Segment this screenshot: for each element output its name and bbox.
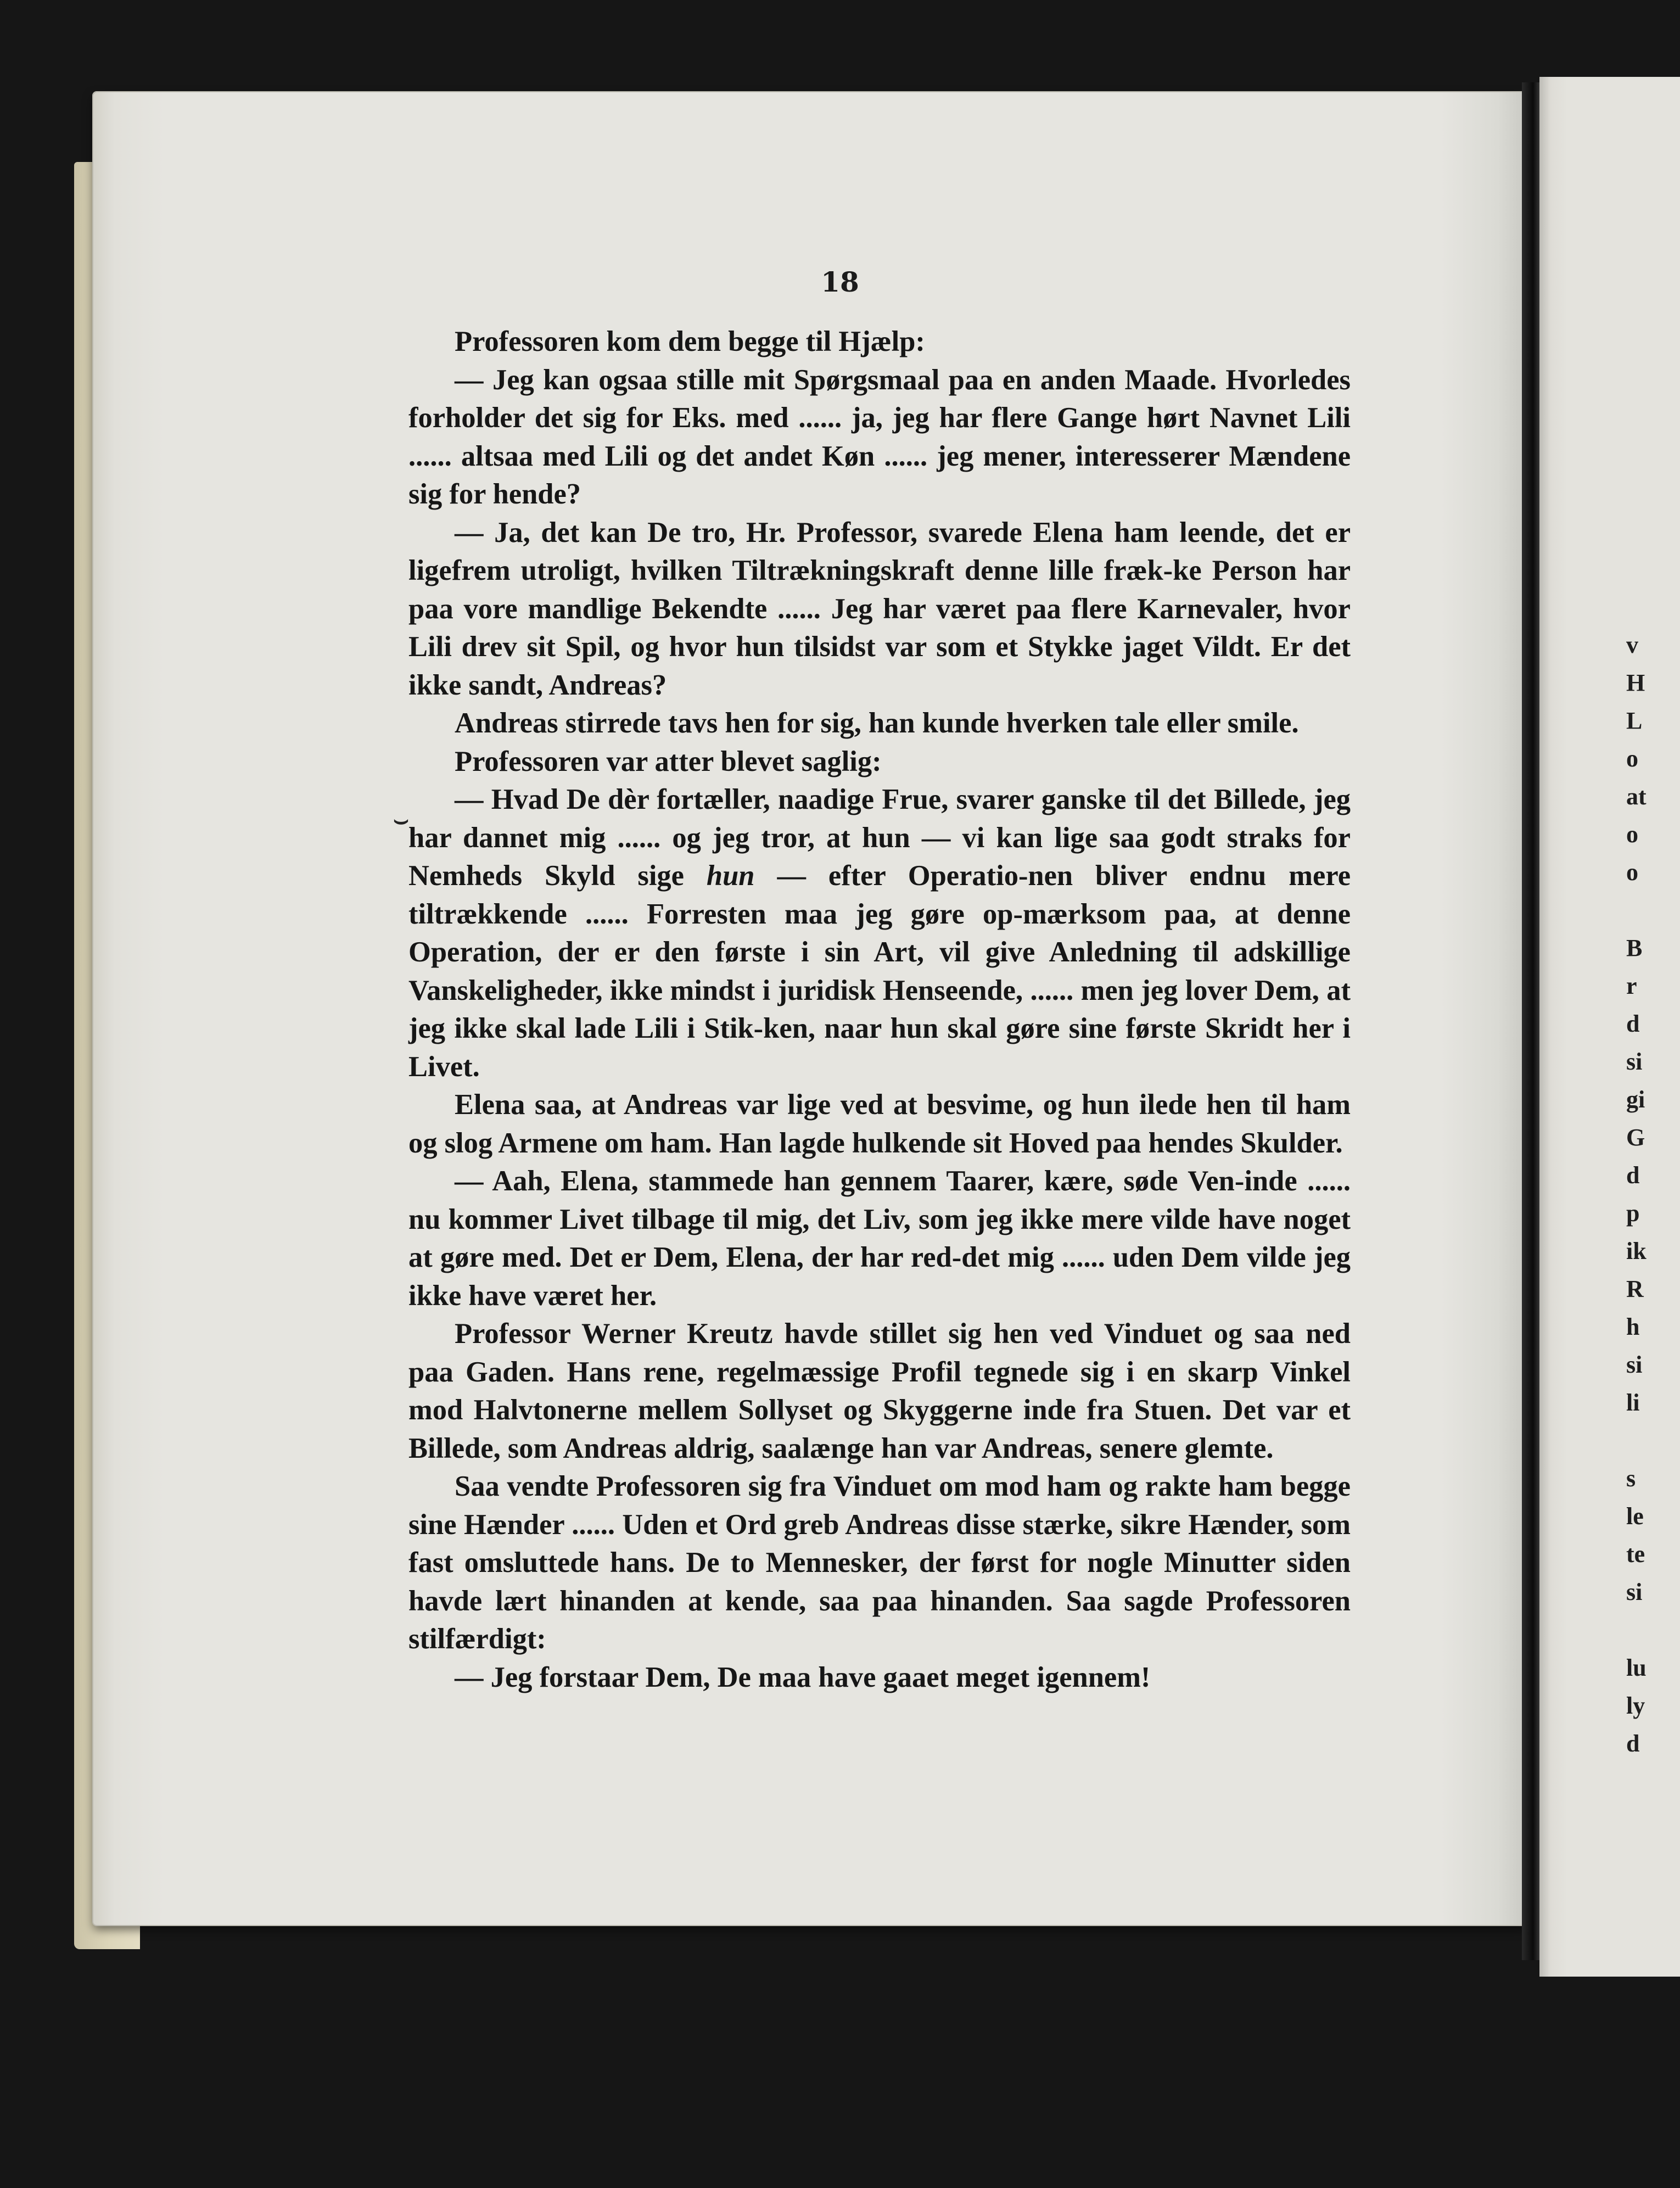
paragraph: Andreas stirrede tavs hen for sig, han kunde hverken tale eller smile. (455, 707, 1299, 739)
next-page-fragment: si (1626, 1351, 1643, 1378)
next-page-fragment: at (1626, 783, 1647, 810)
next-page-fragment: gi (1626, 1086, 1645, 1113)
next-page-fragment: si (1626, 1579, 1643, 1605)
book-gutter (1522, 82, 1541, 1960)
next-page-fragment: B (1626, 934, 1643, 961)
next-page-fragment: li (1626, 1389, 1640, 1416)
paragraph: Saa vendte Professoren sig fra Vinduet om mod ham og rakte ham begge sine Hænder ...... Uden et Ord greb Andreas disse stærke, sikre Hænder, som fast omsluttede hans. De to Mennesker, der først for nogle Minutter siden havde lært hinanden at kende, saa paa hinanden. Saa sagde Professoren stilfærdigt: (408, 1470, 1351, 1655)
next-page-fragment: d (1626, 1730, 1640, 1757)
next-page-fragment: o (1626, 821, 1638, 848)
next-page-fragment: p (1626, 1200, 1640, 1227)
next-page-fragment: d (1626, 1162, 1640, 1189)
next-page-fragment: o (1626, 745, 1638, 772)
next-page-fragment: o (1626, 859, 1638, 886)
next-page-fragment: H (1626, 669, 1645, 696)
paragraph: — Ja, det kan De tro, Hr. Professor, svarede Elena ham leende, det er ligefrem utroligt, hvilken Tiltrækningskraft denne lille fræk-ke Person har paa vore mandlige Bekendte ...... Jeg har været paa flere Karnevaler, hvor Lili drev sit Spil, og hvor hun tilsidst var som et Stykke jaget Vildt. Er det ikke sandt, Andreas? (408, 516, 1351, 701)
next-page-fragment: L (1626, 707, 1643, 734)
next-page-fragment: si (1626, 1048, 1643, 1075)
paragraph: — Jeg forstaar Dem, De maa have gaaet meget igennem! (455, 1661, 1151, 1693)
paragraph: Professoren kom dem begge til Hjælp: (455, 326, 925, 357)
paragraph-part: — efter Operatio-nen bliver endnu mere tiltrækkende ...... Forresten maa jeg gøre op-mærksom paa, at denne Operation, der er den første i sin Art, vil give Anledning til adskillige Vanskeligheder, ikke mindst i juridisk Henseende, ...... men jeg lover Dem, at jeg ikke skal lade Lili i Stik-ken, naar hun skal gøre sine første Skridt her i Livet. (408, 860, 1351, 1083)
paragraph: — Jeg kan ogsaa stille mit Spørgsmaal paa en anden Maade. Hvorledes forholder det sig for Eks. med ...... ja, jeg har flere Gange hørt Navnet Lili ...... altsaa med Lili og det andet Køn ...... jeg mener, interesserer Mændene sig for hende? (408, 363, 1351, 510)
next-page-fragment (1626, 891, 1680, 929)
paragraph: Elena saa, at Andreas var lige ved at besvime, og hun ilede hen til ham og slog Armene om ham. Han lagde hulkende sit Hoved paa hendes Skulder. (408, 1089, 1351, 1159)
next-page-fragment: R (1626, 1275, 1644, 1302)
next-page-fragment: ly (1626, 1692, 1645, 1719)
next-page-fragment: d (1626, 1010, 1640, 1037)
next-page-fragment (1626, 1611, 1680, 1649)
paragraph (408, 781, 1351, 1086)
next-page-fragment: lu (1626, 1654, 1647, 1681)
paragraph: — Aah, Elena, stammede han gennem Taarer, kære, søde Ven-inde ...... nu kommer Livet tilbage til mig, det Liv, som jeg ikke mere vilde have noget at gøre med. Det er Dem, Elena, der har red-det mig ...... uden Dem vilde jeg ikke have været her. (408, 1165, 1351, 1312)
next-page-fragment (1626, 1422, 1680, 1459)
next-page-fragment: G (1626, 1124, 1645, 1151)
next-page-fragments (1626, 626, 1680, 1762)
paragraph: Professoren var atter blevet saglig: (455, 745, 882, 777)
next-page-fragment: te (1626, 1541, 1645, 1568)
next-page-fragment: s (1626, 1465, 1636, 1492)
next-page-fragment: r (1626, 972, 1637, 999)
paragraph-part: — Hvad De dèr fortæller, naadige Frue, svarer ganske til det Billede, jeg har dannet mig ...... og jeg tror, at hun — vi kan lige saa godt straks for Nemheds Skyld sige (408, 784, 1351, 892)
body-text (408, 323, 1351, 1697)
next-page-fragment: h (1626, 1313, 1640, 1340)
italic-word: hun (706, 860, 755, 892)
margin-mark: ⌣ (393, 806, 409, 834)
next-page-fragment: ik (1626, 1238, 1647, 1264)
next-page-fragment: le (1626, 1503, 1644, 1530)
next-page-fragment: v (1626, 631, 1638, 658)
paragraph: Professor Werner Kreutz havde stillet sig hen ved Vinduet og saa ned paa Gaden. Hans rene, regelmæssige Profil tegnede sig i en skarp Vinkel mod Halvtonerne mellem Sollyset og Skyggerne inde fra Stuen. Det var et Billede, som Andreas aldrig, saalænge han var Andreas, senere glemte. (408, 1318, 1351, 1464)
page-number: 18 (821, 266, 859, 298)
